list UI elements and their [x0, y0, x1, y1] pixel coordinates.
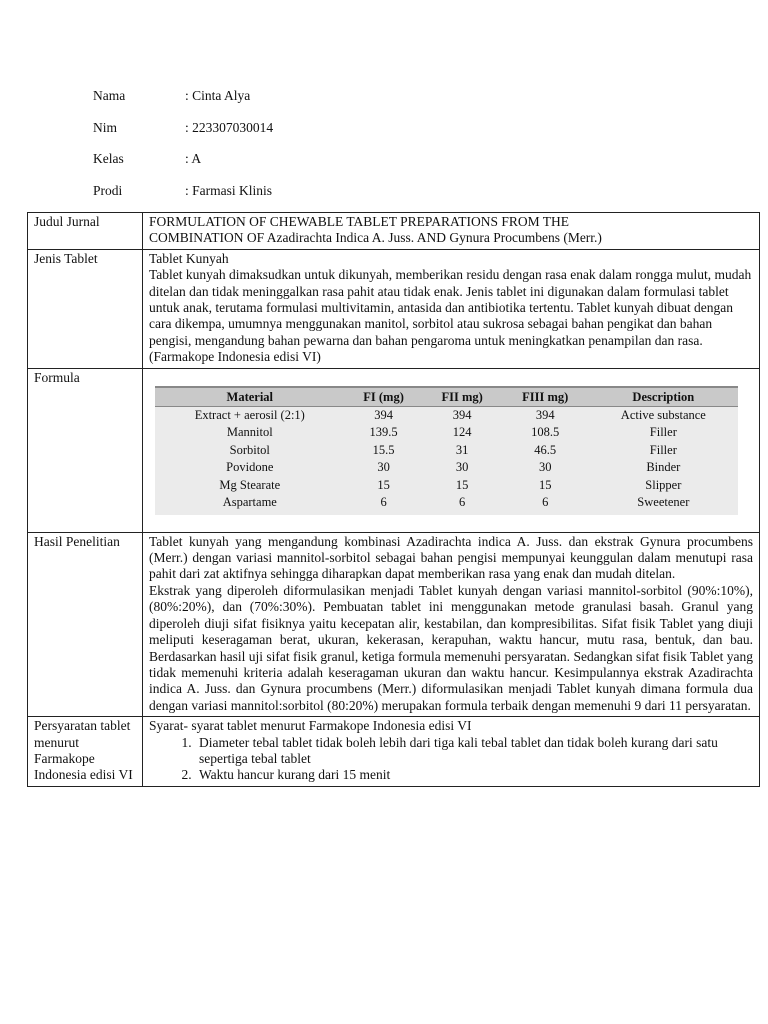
formula-cell: 6	[380, 495, 387, 510]
formula-cell: Sorbitol	[229, 442, 270, 457]
prodi-label: Prodi	[93, 182, 123, 198]
hasil-paragraph-2: Ekstrak yang diperoleh diformulasikan menjadi Tablet kunyah dengan variasi mannitol-sorbitol (90%:10%), (80%:20%), dan (70%:30%). Pembuatan tablet ini menggunakan metode granulasi basah. Granul yang diperoleh diuji sifat fisiknya yaitu kecepatan alir, kestabilan, dan kompresibilitas. Sifat fisik Tablet yang diuji meliputi keseragaman berat, ukuran, kekerasan, kerapuhan, waktu hancur, mutu rasa, bentuk, dan bau. Berdasarkan hasil uji sifat fisik granul, ketiga formula memenuhi persyaratan. Sedangkan sifat fisik Tablet yang tidak memenuhi kriteria adalah keseragaman ukuran dan waktu hancur. Kesimpulannya ekstrak Azadirachta indica A. Juss. dan Gynura procumbens (Merr.) diformulasikan menjadi Tablet kunyah dimana formula dua dengan variasi mannitol:sorbitol (80:20%) merupakan formula terbaik dengan memenuhi 9 dari 11 persyaratan.	[149, 582, 753, 713]
formula-cell: 394	[535, 407, 555, 422]
formula-cell: 30	[538, 460, 552, 475]
info-row-prodi	[93, 181, 273, 213]
student-info	[93, 86, 273, 212]
formula-cell: 30	[455, 460, 469, 475]
prodi-value: : Farmasi Klinis	[185, 182, 272, 198]
formula-cell: 6	[542, 495, 549, 510]
kelas-label: Kelas	[93, 151, 124, 166]
formula-cell: 108.5	[531, 425, 560, 440]
formula-cell: Filler	[649, 442, 677, 457]
persyaratan-item: 2. Waktu hancur kurang dari 15 menit	[195, 767, 753, 783]
formula-cell: Sweetener	[637, 495, 690, 510]
persyaratan-intro: Syarat- syarat tablet menurut Farmakope Indonesia edisi VI	[149, 718, 472, 734]
nim-label: Nim	[93, 119, 118, 135]
formula-cell	[143, 368, 760, 532]
info-row-nim	[93, 118, 273, 150]
formula-cell: 15	[377, 477, 390, 492]
persyaratan-label: Persyaratan tablet menurut Farmakope Indonesia edisi VI	[28, 717, 143, 787]
info-row-nama	[93, 86, 273, 118]
judul-line-2: COMBINATION OF Azadirachta Indica A. Juss. AND Gynura Procumbens (Merr.)	[149, 230, 602, 246]
formula-cell: Mannitol	[226, 425, 273, 440]
formula-image	[149, 370, 753, 530]
kelas-value: : A	[185, 151, 202, 166]
formula-cell: Slipper	[645, 477, 682, 492]
formula-label: Formula	[28, 368, 143, 532]
formula-cell: 46.5	[534, 442, 557, 457]
judul-label: Judul Jurnal	[28, 213, 143, 250]
formula-cell: Mg Stearate	[219, 477, 281, 492]
hasil-paragraph-1: Tablet kunyah yang mengandung kombinasi Azadirachta indica A. Juss. dan ekstrak Gynura procumbens (Merr.) dengan variasi mannitol-sorbitol sebagai bahan pengisi mempunyai keunggulan dalam menutupi rasa pahit dari zat aktifnya sehingga diharapkan dapat memberikan rasa yang enak dan mudah ditelan.	[149, 533, 753, 582]
info-row-kelas	[93, 149, 273, 181]
nim-value: : 223307030014	[185, 119, 274, 135]
formula-cell: 15	[538, 477, 552, 492]
formula-cell: Povidone	[226, 460, 274, 475]
formula-header-description: Description	[589, 387, 738, 407]
formula-cell: 394	[452, 407, 472, 422]
formula-row	[155, 477, 738, 495]
jenis-tablet-source: (Farmakope Indonesia edisi VI)	[149, 349, 321, 365]
formula-header-fi: FI (mg)	[345, 387, 423, 407]
formula-cell: Extract + aerosil (2:1)	[194, 407, 305, 422]
formula-cell: Active substance	[620, 407, 706, 422]
jenis-tablet-label: Jenis Tablet	[28, 249, 143, 368]
formula-cell: 31	[455, 442, 469, 457]
hasil-penelitian-value	[143, 532, 760, 716]
jenis-tablet-name: Tablet Kunyah	[149, 250, 229, 266]
formula-cell: 6	[459, 495, 466, 510]
judul-value	[143, 213, 760, 250]
hasil-penelitian-label: Hasil Penelitian	[28, 532, 143, 716]
formula-header-fii: FII mg)	[423, 387, 502, 407]
formula-cell: 394	[374, 407, 393, 422]
nama-label: Nama	[93, 88, 126, 103]
formula-cell: Binder	[646, 460, 681, 475]
nama-value: : Cinta Alya	[185, 88, 251, 103]
formula-cell: 15.5	[372, 442, 395, 457]
formula-cell: 15	[455, 477, 469, 492]
row-formula	[28, 368, 760, 532]
row-hasil-penelitian	[28, 532, 760, 716]
row-judul	[28, 213, 760, 250]
formula-cell: 30	[377, 460, 390, 475]
formula-header-material: Material	[155, 387, 345, 407]
formula-header-row	[155, 387, 738, 407]
formula-row	[155, 494, 738, 515]
journal-table	[27, 212, 760, 787]
persyaratan-value	[143, 717, 760, 787]
formula-row	[155, 424, 738, 442]
judul-line-1: FORMULATION OF CHEWABLE TABLET PREPARATIONS FROM THE	[149, 214, 569, 229]
jenis-tablet-desc: Tablet kunyah dimaksudkan untuk dikunyah, memberikan residu dengan rasa enak dalam rongga mulut, mudah ditelan dan tidak meninggalkan rasa pahit atau tidak enak. Jenis tablet ini digunakan dalam formulasi tablet untuk anak, terutama formulasi multivitamin, antasida dan antibiotika tertentu. Tablet kunyah dibuat dengan cara dikempa, umumnya menggunakan manitol, sorbitol atau sukrosa sebagai bahan pengikat dan bahan pengisi, mengandung bahan pewarna dan bahan pengaroma untuk meningkatkan penampilan dan rasa.	[149, 267, 752, 348]
formula-header-fiii: FIII mg)	[502, 387, 589, 407]
row-persyaratan	[28, 717, 760, 787]
formula-row	[155, 406, 738, 424]
persyaratan-item: 1. Diameter tebal tablet tidak boleh lebih dari tiga kali tebal tablet dan tidak boleh kurang dari satu sepertiga tebal tablet	[195, 735, 753, 768]
formula-cell: 139.5	[369, 425, 398, 440]
formula-cell: 124	[452, 425, 472, 440]
jenis-tablet-value	[143, 249, 760, 368]
formula-cell: Filler	[649, 425, 677, 440]
persyaratan-list	[149, 735, 753, 784]
formula-row	[155, 459, 738, 477]
row-jenis-tablet	[28, 249, 760, 368]
formula-table	[155, 386, 738, 515]
formula-row	[155, 442, 738, 460]
formula-cell: Aspartame	[222, 495, 277, 510]
